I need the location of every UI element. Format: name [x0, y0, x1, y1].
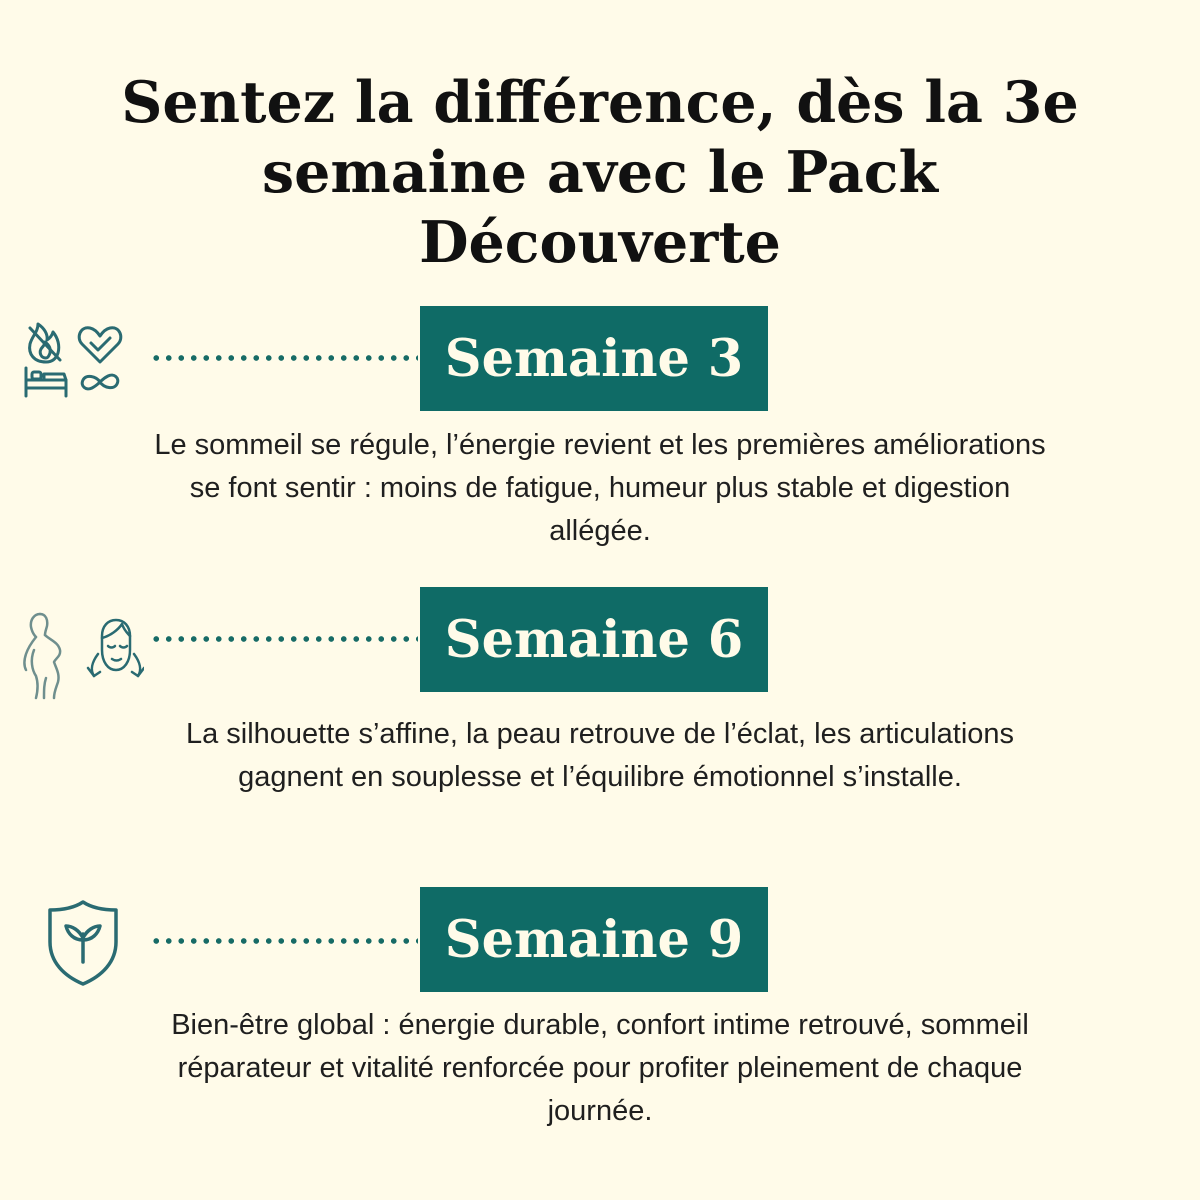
week-description: Le sommeil se régule, l’énergie revient et les premières améliorations se font sentir : moins de fatigue, humeur plus stable et digestion allégée. [154, 429, 1046, 547]
week-label: Semaine 9 [444, 909, 744, 970]
week-badge [420, 306, 768, 411]
dotted-connector [150, 937, 418, 945]
week-label: Semaine 3 [444, 328, 744, 389]
face-glow-icon [88, 620, 144, 676]
dotted-connector [150, 354, 418, 362]
week-description: Bien-être global : énergie durable, confort intime retrouvé, sommeil réparateur et vitalité renforcée pour profiter pleinement de chaque journée. [171, 1009, 1029, 1127]
shield-sprout-icon [50, 902, 116, 984]
dotted-connector [150, 635, 418, 643]
week-description: La silhouette s’affine, la peau retrouve de l’éclat, les articulations gagnent en souplesse et l’équilibre émotionnel s’installe. [185, 718, 1015, 793]
step-1-icons [20, 318, 132, 402]
week-badge [420, 887, 768, 992]
body-silhouette-icon [25, 614, 61, 698]
step-2-icons [14, 610, 144, 702]
page-title: Sentez la différence, dès la 3e semaine avec le Pack Découverte [121, 69, 1079, 276]
week-badge [420, 587, 768, 692]
heart-check-icon [79, 328, 121, 362]
step-3-icons [46, 898, 120, 988]
bed-icon [26, 368, 66, 396]
infinity-icon [82, 375, 118, 389]
week-label: Semaine 6 [444, 609, 744, 670]
flame-icon [30, 324, 60, 362]
